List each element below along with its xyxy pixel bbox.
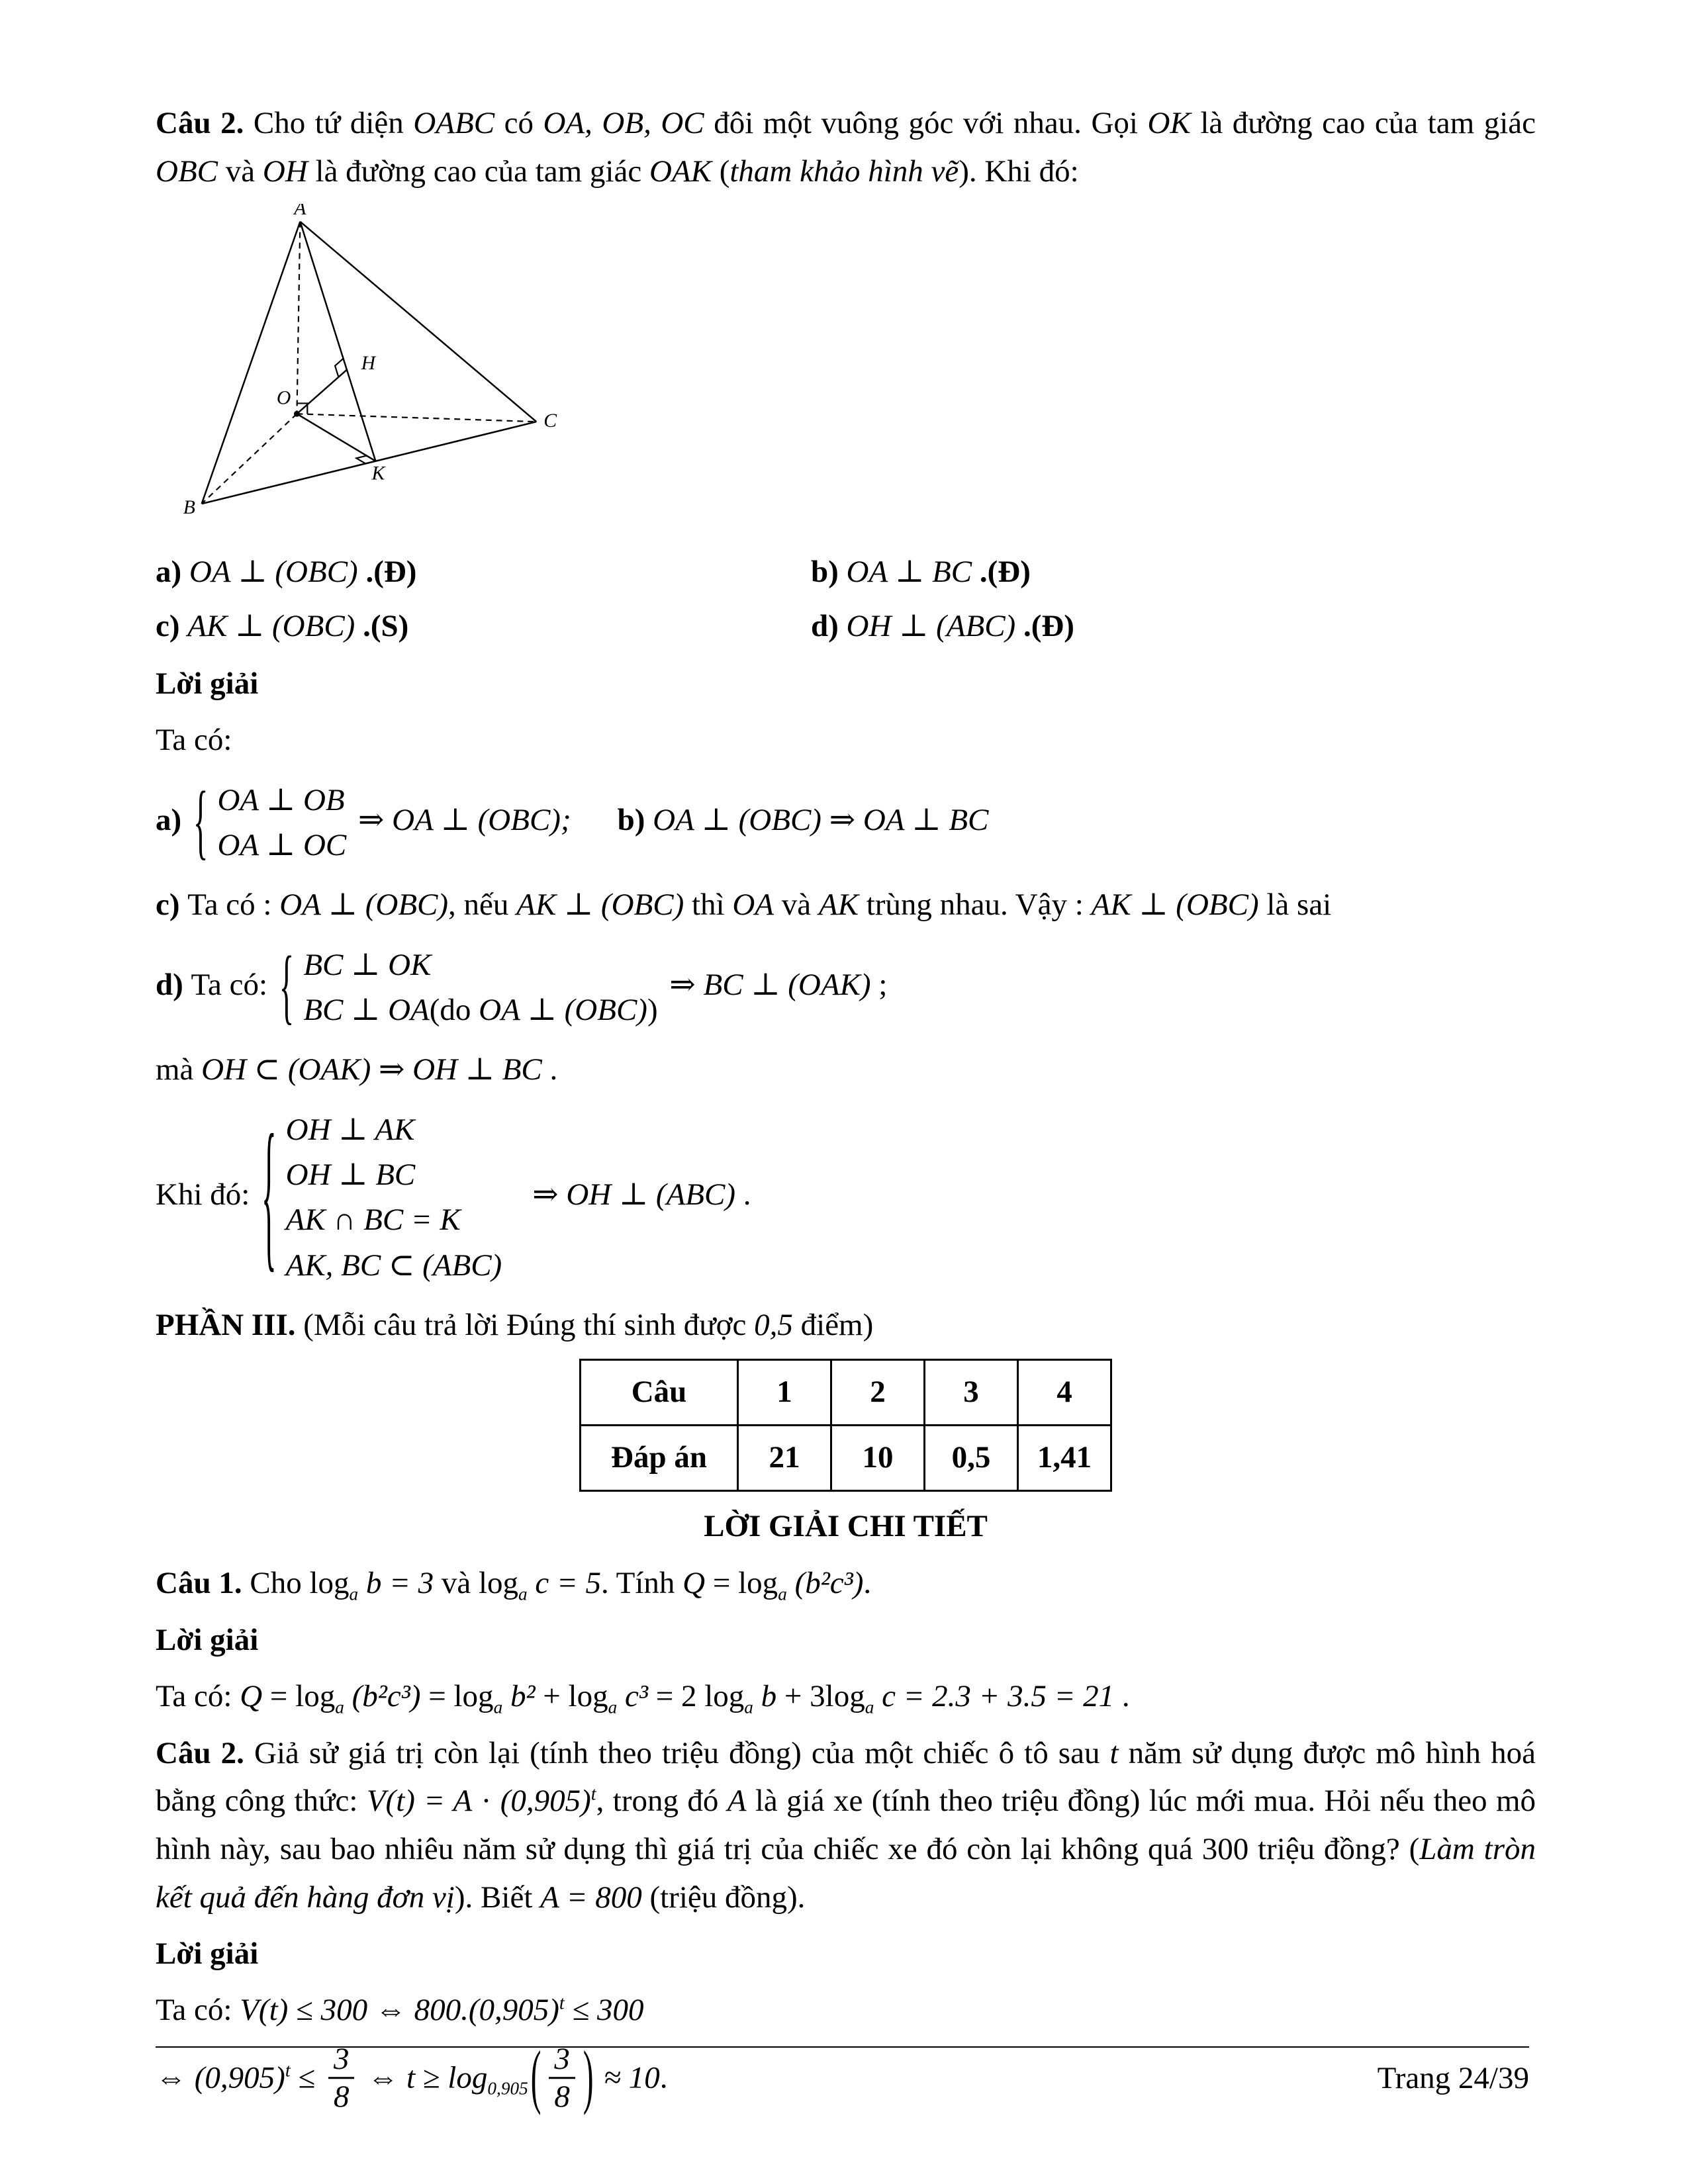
vertex-label-K: K <box>371 462 385 484</box>
vertex-label-O: O <box>276 387 291 409</box>
answer-option-a: a) OA ⊥ (OBC) .(Đ) <box>156 554 417 589</box>
solution-line-ab: a) { OA ⊥ OB OA ⊥ OC ⇒ OA ⊥ (OBC); b) OA ⊥ (OBC) ⇒ OA ⊥ BC <box>156 775 989 869</box>
tetrahedron-svg <box>179 204 559 522</box>
point-O-dot <box>294 411 300 417</box>
table-cell: 21 <box>738 1425 831 1490</box>
table-cell: 3 <box>925 1359 1018 1425</box>
table-cell: Câu <box>581 1359 738 1425</box>
solution-heading-q2: Lời giải <box>156 666 259 702</box>
table-cell: Đáp án <box>581 1425 738 1490</box>
vertex-label-C: C <box>543 409 557 432</box>
table-cell: 2 <box>831 1359 925 1425</box>
vertex-label-B: B <box>183 496 195 518</box>
question-2-statement: Câu 2. Cho tứ diện OABC có OA, OB, OC đôi một vuông góc với nhau. Gọi OK là đường cao của tam giác OBC và OH là đường cao của tam giác OAK (tham khảo hình vẽ). Khi đó: <box>156 106 1536 189</box>
document-content <box>156 99 1536 2126</box>
answer-options <box>156 548 1536 651</box>
table-row-cau <box>581 1359 1111 1425</box>
question-1-statement: Câu 1. Cho $\log_a b = 3$ và $\log_a c = 5$. Tính $Q = \log_a (b^2c^3)$. <box>156 1566 872 1604</box>
solution-line-c2b-1: Ta có: V(t) ≤ 300 ⇔ $800.(0,905)^t \le 300$ <box>156 1992 644 2027</box>
answer-key-table <box>579 1359 1112 1492</box>
answer-option-d: d) OH ⊥ (ABC) .(Đ) <box>811 609 1074 644</box>
table-cell: 10 <box>831 1425 925 1490</box>
solution-line-khido: Khi đó: { OH ⊥ AK OH ⊥ BC AK ∩ BC = K AK, BC ⊂ (ABC) ⇒ OH ⊥ (ABC) . <box>156 1103 751 1289</box>
vertex-label-A: A <box>294 203 306 219</box>
detailed-solutions-title: LỜI GIẢI CHI TIẾT <box>704 1508 988 1543</box>
solution-line-d: d) Ta có: { BC ⊥ OK BC ⊥ OA(do OA ⊥ (OBC)) ⇒ BC ⊥ (OAK) ; <box>156 940 888 1034</box>
vertex-label-H: H <box>361 351 376 374</box>
footer-rule <box>156 2046 1529 2048</box>
table-row-dapan <box>581 1425 1111 1490</box>
table-cell: 4 <box>1018 1359 1111 1425</box>
table-cell: 1 <box>738 1359 831 1425</box>
tetrahedron-figure <box>179 204 1536 536</box>
phan3-heading: PHẦN III. (Mỗi câu trả lời Đúng thí sinh được 0,5 điểm) <box>156 1307 874 1342</box>
right-angle-mark-K <box>356 455 366 463</box>
table-cell: 0,5 <box>925 1425 1018 1490</box>
page-number: Trang 24/39 <box>1377 2061 1529 2095</box>
answer-option-c: c) AK ⊥ (OBC) .(S) <box>156 609 409 644</box>
solution-line-c: c) Ta có : OA ⊥ (OBC), nếu AK ⊥ (OBC) thì OA và AK trùng nhau. Vậy : AK ⊥ (OBC) là sai <box>156 887 1332 923</box>
solution-line-ma: mà OH ⊂ (OAK) ⇒ OH ⊥ BC . <box>156 1052 558 1087</box>
table-cell: 1,41 <box>1018 1425 1111 1490</box>
solution-heading-c2b: Lời giải <box>156 1936 259 1971</box>
taco-intro: Ta có: <box>156 723 232 758</box>
solution-line-c1: Ta có: $Q = \log_a (b^2c^3) = \log_a b^2 + \log_a c^3 = 2$ $\log_a b + 3\log_a$ c = 2.3 + 3.5 = 21 . <box>156 1678 1130 1717</box>
solution-heading-c1: Lời giải <box>156 1623 259 1658</box>
question-2b-statement: Câu 2. Giả sử giá trị còn lại (tính theo triệu đồng) của một chiếc ô tô sau t năm sử dụng được mô hình hoá bằng công thức: $V(t) = A \cdot (0,905)^t$, trong đó A là giá xe (tính theo triệu đồng) lúc mới mua. Hỏi nếu theo mô hình này, sau bao nhiêu năm sử dụng thì giá trị của chiếc xe đó còn lại không quá 300 triệu đồng? (Làm tròn kết quả đến hàng đơn vị). Biết A = 800 (triệu đồng). <box>156 1735 1536 1915</box>
answer-option-b: b) OA ⊥ BC .(Đ) <box>811 554 1031 589</box>
solution-line-c2b-2: ⇔ $(0,905)^t$ ≤ $\frac{3}{8}$ ⇔ $t \ge \log_{0,905}$( $\frac{3}{8}$ ) ≈ 10. <box>156 2037 668 2117</box>
